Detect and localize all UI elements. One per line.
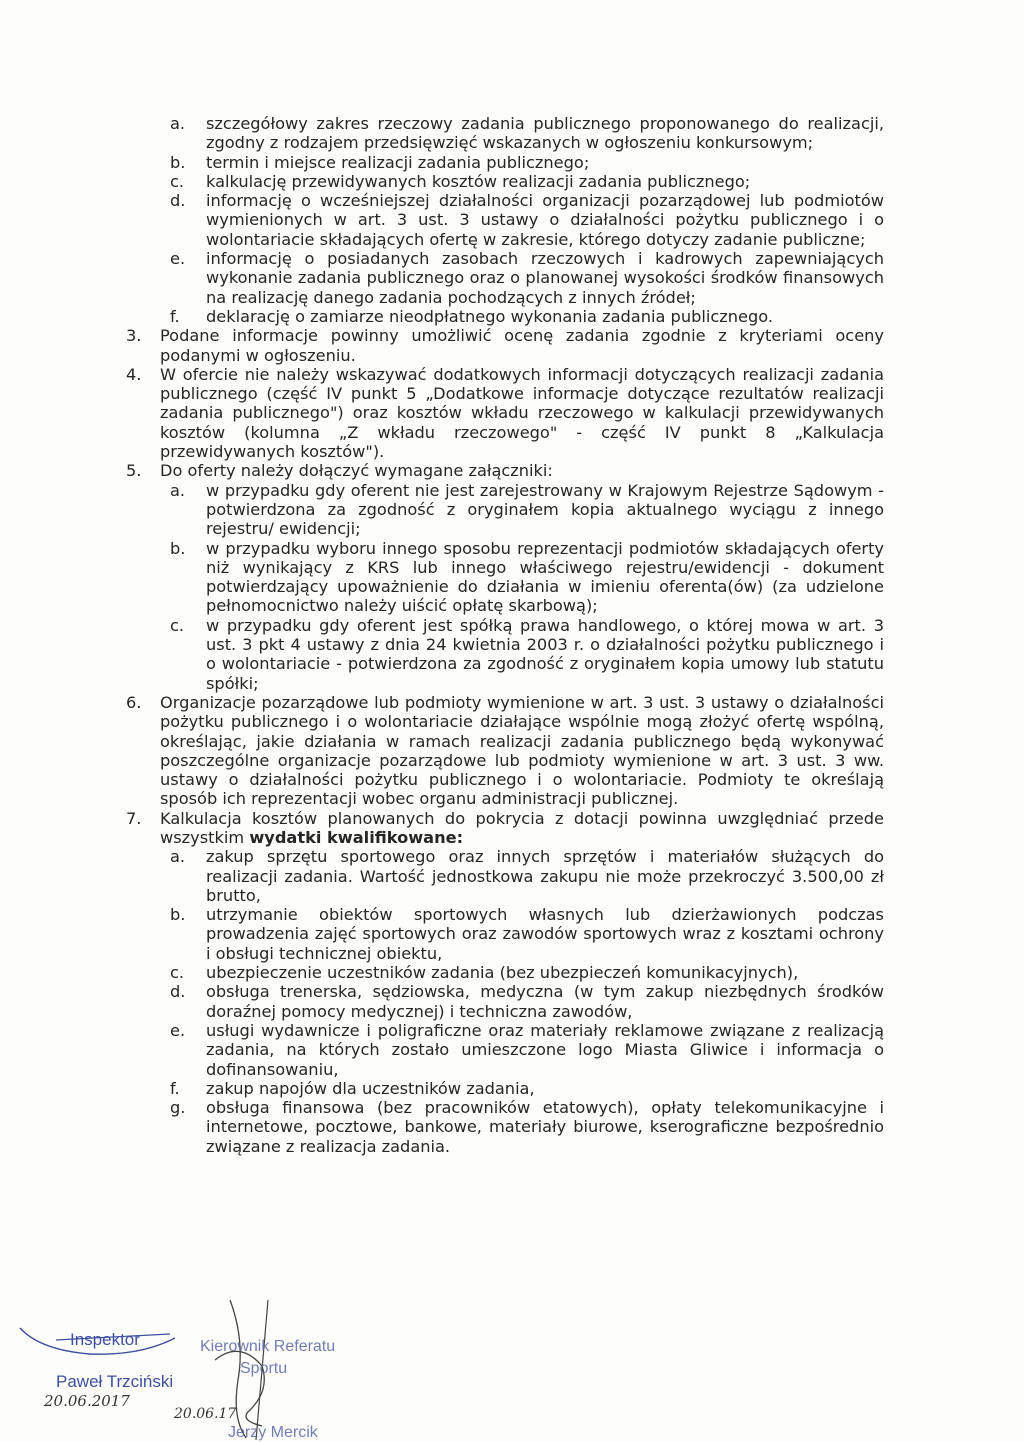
list-item — [160, 191, 884, 249]
handwritten-date: 20.06.2017 — [44, 1392, 130, 1410]
item-text — [160, 809, 884, 848]
list-item — [160, 963, 884, 982]
list-marker: a. — [170, 114, 186, 133]
numbered-item — [126, 693, 884, 809]
handwritten-date: 20.06.17 — [174, 1406, 237, 1422]
list-marker: a. — [170, 480, 186, 500]
list-marker: f. — [170, 306, 180, 326]
list-item — [160, 307, 884, 326]
list-item — [160, 153, 884, 172]
list-text: utrzymanie obiektów sportowych własnych lub dzierżawionych podczas prowadzenia zajęć sportowych oraz zawodów sportowych wraz z kosztami ochrony i obsługi technicznej obiektu, — [206, 905, 884, 963]
document-body — [126, 114, 884, 1156]
list-marker: g. — [170, 1098, 186, 1118]
list-text: ubezpieczenie uczestników zadania (bez ubezpieczeń komunikacyjnych), — [206, 963, 799, 983]
list-marker: a. — [170, 847, 186, 867]
item-number: 4. — [126, 364, 142, 384]
list-marker: b. — [170, 538, 186, 558]
item-text: Organizacje pozarządowe lub podmioty wymienione w art. 3 ust. 3 ustawy o działalności pożytku publicznego i o wolontariacie działające wspólnie mogą złożyć ofertę wspólną, określając, jakie działania w ramach realizacji zadania publicznego będą wykonywać poszczególne organizacje pozarządowe lub podmioty wymienione w art. 3 ust. 3 ww. ustawy o działalności pożytku publicznego i o wolontariacie. Podmioty te określają sposób ich reprezentacji wobec organu administracji publicznej. — [160, 692, 884, 809]
list-text: informację o wcześniejszej działalności organizacji pozarządowej lub podmiotów wymienionych w art. 3 ust. 3 ustawy o działalności pożytku publicznego i o wolontariacie składających ofertę w zakresie, którego dotyczy zadanie publiczne; — [206, 191, 884, 249]
list-marker: d. — [170, 982, 186, 1002]
list-item — [160, 1098, 884, 1156]
list-item — [160, 172, 884, 191]
list-item — [160, 114, 884, 153]
item-number: 7. — [126, 808, 142, 828]
list-item — [160, 847, 884, 905]
list-item — [160, 1021, 884, 1079]
list-item — [160, 481, 884, 539]
list-text: kalkulację przewidywanych kosztów realizacji zadania publicznego; — [206, 171, 751, 191]
list-text: w przypadku gdy oferent nie jest zarejestrowany w Krajowym Rejestrze Sądowym - potwierdzona za zgodność z oryginałem kopia aktualnego wyciągu z innego rejestru/ ewidencji; — [206, 480, 884, 539]
list-marker: e. — [170, 1020, 186, 1040]
list-marker: b. — [170, 152, 186, 172]
list-item — [160, 982, 884, 1021]
list-item — [160, 1079, 884, 1098]
numbered-item — [126, 326, 884, 365]
stamp-title: Kierownik Referatu — [200, 1338, 336, 1355]
list-text: obsługa trenerska, sędziowska, medyczna (w tym zakup niezbędnych środków doraźnej pomocy medycznej) i techniczna zawodów, — [206, 982, 884, 1021]
numbered-item — [126, 809, 884, 848]
item-number: 3. — [126, 326, 142, 346]
item-number: 5. — [126, 461, 142, 481]
list-marker: e. — [170, 249, 186, 269]
stamp-name: Jerzy Mercik — [228, 1424, 318, 1441]
item-text-lead: Kalkulacja kosztów planowanych do pokrycia z dotacji powinna uwzględniać przede wszystkim — [160, 808, 884, 847]
list-text: deklarację o zamiarze nieodpłatnego wykonania zadania publicznego. — [206, 306, 774, 326]
list-marker: b. — [170, 905, 186, 925]
item-number: 6. — [126, 692, 142, 712]
list-marker: c. — [170, 963, 185, 983]
list-text: szczegółowy zakres rzeczowy zadania publicznego proponowanego do realizacji, zgodny z rodzajem przedsięwzięć wskazanych w ogłoszeniu konkursowym; — [206, 114, 884, 153]
list-item — [160, 539, 884, 616]
list-marker: c. — [170, 615, 185, 635]
item-text: Do oferty należy dołączyć wymagane załączniki: — [160, 461, 553, 481]
item-text-bold: wydatki kwalifikowane: — [249, 827, 464, 847]
stamp-department: Sportu — [240, 1360, 288, 1377]
list-text: zakup napojów dla uczestników zadania, — [206, 1078, 535, 1098]
stamp-name: Paweł Trzciński — [56, 1372, 174, 1391]
stamp-title: Inspektor — [70, 1330, 140, 1349]
numbered-item — [126, 365, 884, 461]
list-item — [160, 905, 884, 963]
list-item — [160, 249, 884, 307]
list-text: usługi wydawnicze i poligraficzne oraz materiały reklamowe związane z realizacją zadania, na których zostało umieszczone logo Miasta Gliwice i informacja o dofinansowaniu, — [206, 1020, 884, 1079]
item-text: W ofercie nie należy wskazywać dodatkowych informacji dotyczących realizacji zadania publicznego (część IV punkt 5 „Dodatkowe informacje dotyczące rezultatów realizacji zadania publicznego") oraz kosztów wkładu rzeczowego w kalkulacji przewidywanych kosztów (kolumna „Z wkładu rzeczowego" - część IV punkt 8 „Kalkulacja przewidywanych kosztów"). — [160, 364, 884, 462]
inspector-stamp — [40, 1320, 210, 1400]
signature-area — [0, 1300, 1024, 1440]
list-text: informację o posiadanych zasobach rzeczowych i kadrowych zapewniających wykonanie zadania publicznego oraz o planowanej wysokości środków finansowych na realizację danego zadania pochodzących z innych źródeł; — [206, 249, 884, 307]
list-marker: c. — [170, 171, 185, 191]
list-text: w przypadku wyboru innego sposobu reprezentacji podmiotów składających oferty niż wynikający z KRS lub innego właściwego rejestru/ewidencji - dokument potwierdzający upoważnienie do działania w imieniu oferenta(ów) (za udzielone pełnomocnictwo należy uiścić opłatę skarbową); — [206, 538, 884, 616]
numbered-item — [126, 461, 884, 480]
list-marker: f. — [170, 1078, 180, 1098]
item-text: Podane informacje powinny umożliwić ocenę zadania zgodnie z kryteriami oceny podanymi w ogłoszeniu. — [160, 326, 884, 365]
list-text: zakup sprzętu sportowego oraz innych sprzętów i materiałów służących do realizacji zadania. Wartość jednostkowa zakupu nie może przekroczyć 3.500,00 zł brutto, — [206, 847, 884, 905]
list-text: w przypadku gdy oferent jest spółką prawa handlowego, o której mowa w art. 3 ust. 3 pkt 4 ustawy z dnia 24 kwietnia 2003 r. o działalności pożytku publicznego i o wolontariacie - potwierdzona za zgodność z oryginałem kopia umowy lub statutu spółki; — [206, 615, 884, 693]
list-item — [160, 616, 884, 693]
list-marker: d. — [170, 191, 186, 211]
list-text: termin i miejsce realizacji zadania publicznego; — [206, 152, 590, 172]
list-text: obsługa finansowa (bez pracowników etatowych), opłaty telekomunikacyjne i internetowe, pocztowe, bankowe, materiały biurowe, kserograficzne bezpośrednio związane z realizacja zadania. — [206, 1098, 884, 1156]
